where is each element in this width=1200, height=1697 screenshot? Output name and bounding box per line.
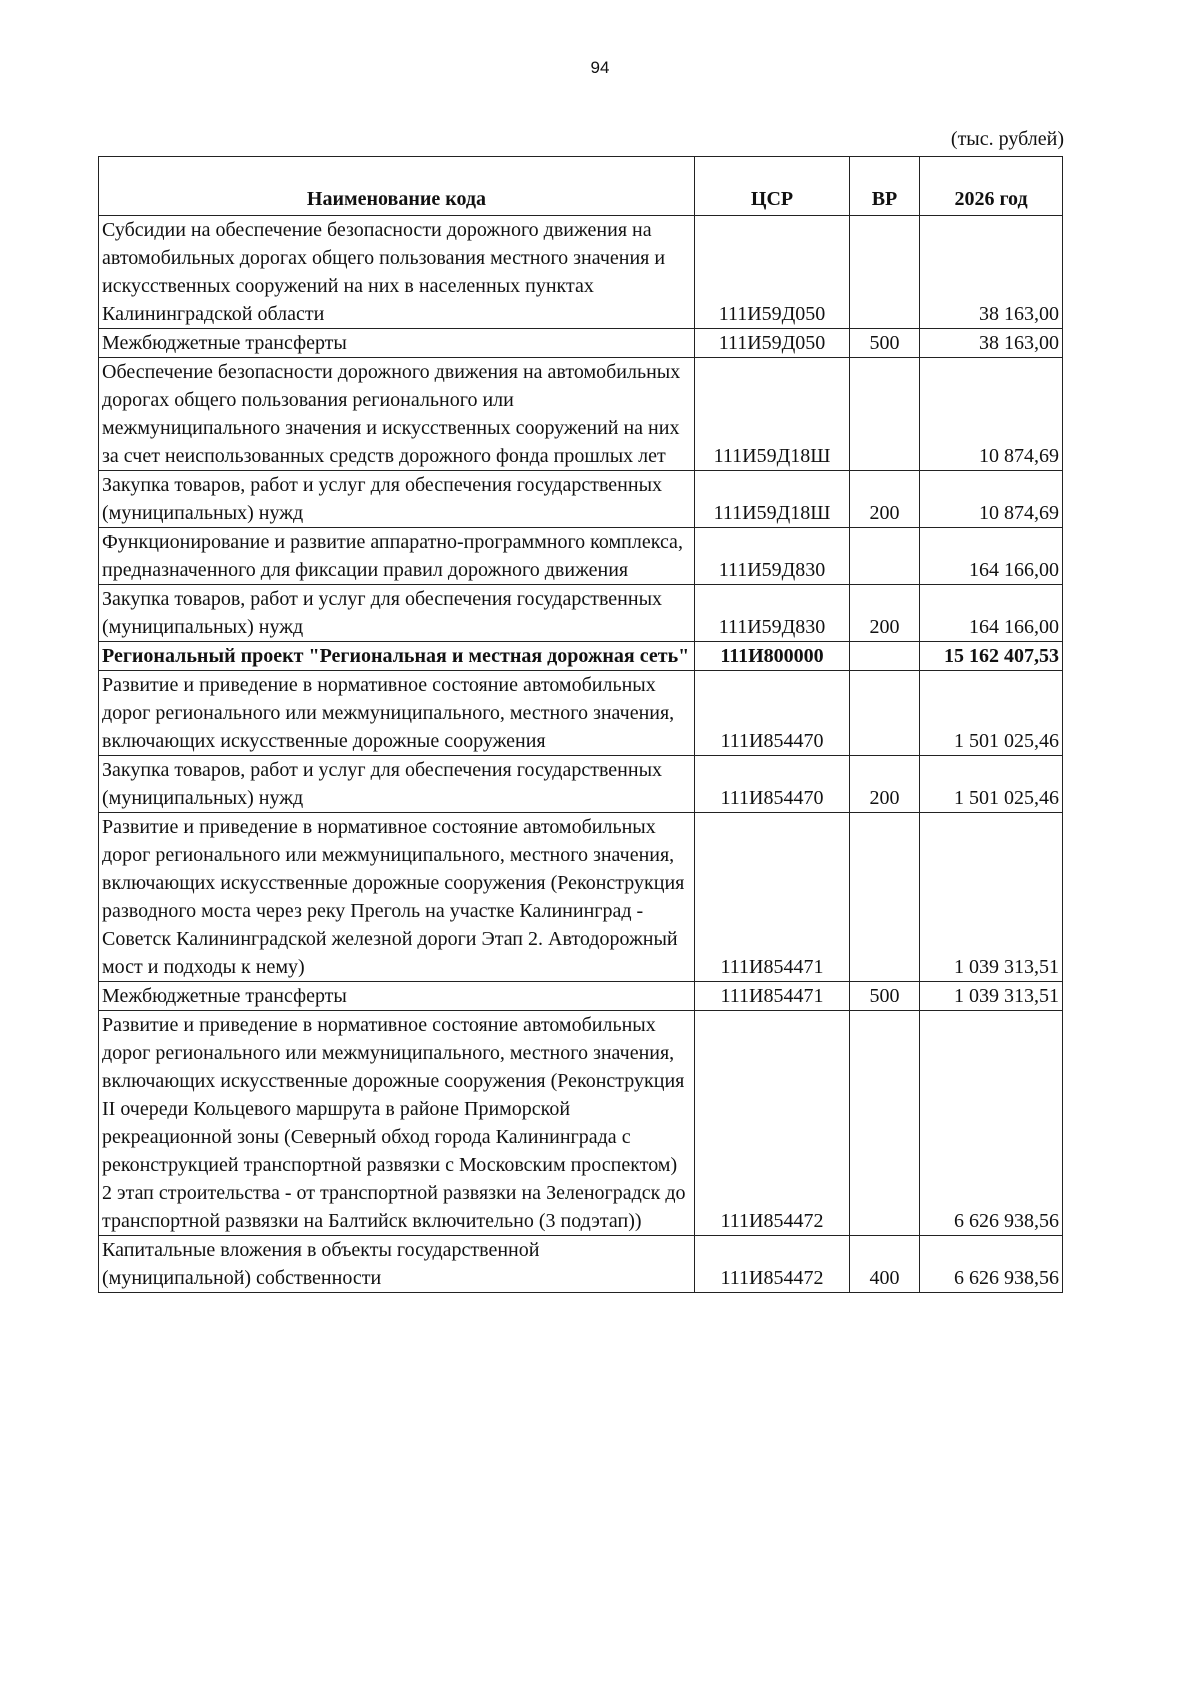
row-vr: 500: [850, 329, 920, 358]
row-vr: 400: [850, 1236, 920, 1293]
row-vr: [850, 671, 920, 756]
row-csr: 111И854472: [695, 1011, 850, 1236]
row-name: Обеспечение безопасности дорожного движения на автомобильных дорогах общего пользования регионального или межмуниципального значения и искусственных сооружений на них за счет неиспользованных средств дорожного фонда прошлых лет: [99, 358, 695, 471]
row-name: Региональный проект "Региональная и местная дорожная сеть": [99, 642, 695, 671]
row-csr: 111И59Д830: [695, 528, 850, 585]
row-amount: 10 874,69: [920, 471, 1063, 528]
row-vr: 200: [850, 756, 920, 813]
table-row: [99, 471, 1063, 528]
row-vr: [850, 642, 920, 671]
table-row: [99, 1236, 1063, 1293]
row-csr: 111И854472: [695, 1236, 850, 1293]
row-csr: 111И59Д050: [695, 329, 850, 358]
budget-table: [98, 156, 1063, 1293]
row-name: Закупка товаров, работ и услуг для обеспечения государственных (муниципальных) нужд: [99, 471, 695, 528]
table-row: [99, 216, 1063, 329]
table-row: [99, 671, 1063, 756]
row-vr: [850, 813, 920, 982]
row-amount: 1 039 313,51: [920, 982, 1063, 1011]
row-amount: 10 874,69: [920, 358, 1063, 471]
table-row: [99, 642, 1063, 671]
row-vr: 200: [850, 471, 920, 528]
row-csr: 111И59Д830: [695, 585, 850, 642]
row-csr: 111И854471: [695, 813, 850, 982]
header-year: 2026 год: [920, 157, 1063, 216]
row-vr: 200: [850, 585, 920, 642]
row-name: Закупка товаров, работ и услуг для обеспечения государственных (муниципальных) нужд: [99, 585, 695, 642]
row-amount: 38 163,00: [920, 216, 1063, 329]
table-header-row: [99, 157, 1063, 216]
row-name: Развитие и приведение в нормативное состояние автомобильных дорог регионального или межмуниципального, местного значения, включающих искусственные дорожные сооружения (Реконструкция II очереди Кольцевого маршрута в районе Приморской рекреационной зоны (Северный обход города Калининграда с реконструкцией транспортной развязки с Московским проспектом) 2 этап строительства - от транспортной развязки на Зеленоградск до транспортной развязки на Балтийск включительно (3 подэтап)): [99, 1011, 695, 1236]
row-amount: 15 162 407,53: [920, 642, 1063, 671]
row-name: Функционирование и развитие аппаратно-программного комплекса, предназначенного для фиксации правил дорожного движения: [99, 528, 695, 585]
table-row: [99, 329, 1063, 358]
row-name: Закупка товаров, работ и услуг для обеспечения государственных (муниципальных) нужд: [99, 756, 695, 813]
header-csr: ЦСР: [695, 157, 850, 216]
page-number: 94: [590, 58, 610, 77]
row-amount: 1 039 313,51: [920, 813, 1063, 982]
row-vr: [850, 358, 920, 471]
row-amount: 38 163,00: [920, 329, 1063, 358]
table-row: [99, 813, 1063, 982]
row-csr: 111И854471: [695, 982, 850, 1011]
row-amount: 1 501 025,46: [920, 756, 1063, 813]
row-amount: 6 626 938,56: [920, 1236, 1063, 1293]
row-csr: 111И854470: [695, 671, 850, 756]
table-row: [99, 528, 1063, 585]
row-name: Капитальные вложения в объекты государственной (муниципальной) собственности: [99, 1236, 695, 1293]
table-row: [99, 585, 1063, 642]
row-amount: 164 166,00: [920, 528, 1063, 585]
table-body: [99, 216, 1063, 1293]
row-csr: 111И800000: [695, 642, 850, 671]
row-csr: 111И59Д18Ш: [695, 358, 850, 471]
row-vr: [850, 1011, 920, 1236]
row-csr: 111И59Д050: [695, 216, 850, 329]
row-amount: 1 501 025,46: [920, 671, 1063, 756]
header-name: Наименование кода: [99, 157, 695, 216]
row-name: Развитие и приведение в нормативное состояние автомобильных дорог регионального или межмуниципального, местного значения, включающих искусственные дорожные сооружения (Реконструкция разводного моста через реку Преголь на участке Калининград - Советск Калининградской железной дороги Этап 2. Автодорожный мост и подходы к нему): [99, 813, 695, 982]
row-vr: [850, 216, 920, 329]
row-name: Межбюджетные трансферты: [99, 982, 695, 1011]
table-row: [99, 756, 1063, 813]
row-name: Субсидии на обеспечение безопасности дорожного движения на автомобильных дорогах общего пользования местного значения и искусственных сооружений на них в населенных пунктах Калининградской области: [99, 216, 695, 329]
row-name: Развитие и приведение в нормативное состояние автомобильных дорог регионального или межмуниципального, местного значения, включающих искусственные дорожные сооружения: [99, 671, 695, 756]
row-amount: 164 166,00: [920, 585, 1063, 642]
row-vr: [850, 528, 920, 585]
row-vr: 500: [850, 982, 920, 1011]
row-csr: 111И59Д18Ш: [695, 471, 850, 528]
table-row: [99, 982, 1063, 1011]
table-row: [99, 358, 1063, 471]
row-csr: 111И854470: [695, 756, 850, 813]
units-label: (тыс. рублей): [950, 128, 1064, 150]
table-row: [99, 1011, 1063, 1236]
row-amount: 6 626 938,56: [920, 1011, 1063, 1236]
row-name: Межбюджетные трансферты: [99, 329, 695, 358]
header-vr: ВР: [850, 157, 920, 216]
